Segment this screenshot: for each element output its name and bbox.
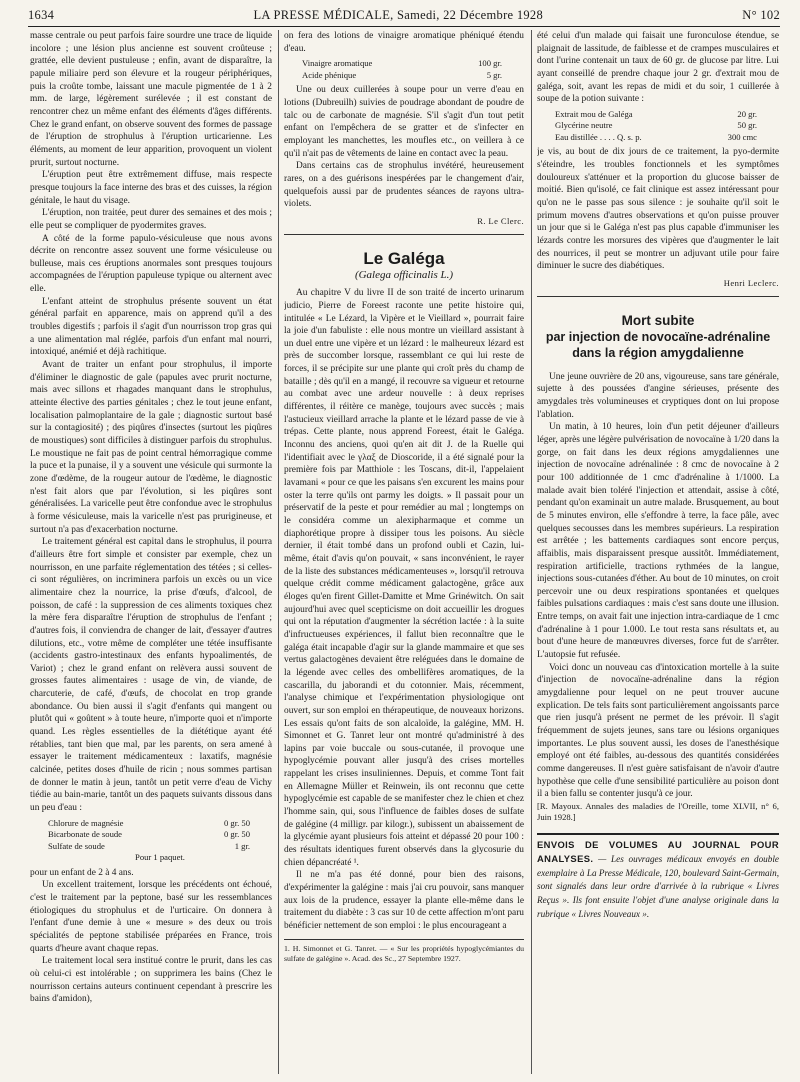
- article-subtitle: (Galega officinalis L.): [354, 268, 454, 281]
- article-title-line: par injection de novocaïne-adrénaline: [545, 329, 771, 344]
- article-title: [537, 313, 779, 361]
- paragraph: été celui d'un malade qui faisait une furonculose étendue, se plaignait de lassitude, de faiblesse et de crampes musculaires et dont l'urine contenait un taux de 60 gr. de glucose par litre. Lui ayant conseillé de prendre chaque jour 2 gr. d'extrait mou de galéga, soit, avant les repas de midi et du soir, 1 cuillerée à soupe de la potion suivante :: [537, 31, 779, 105]
- article-title: Le Galéga: [363, 248, 445, 268]
- journal-title: LA PRESSE MÉDICALE, Samedi, 22 Décembre 1928: [253, 7, 544, 22]
- formula-row: Acide phénique 5 gr.: [302, 69, 502, 80]
- notice-box: [537, 833, 779, 921]
- formula-note: Pour 1 paquet.: [135, 852, 185, 863]
- formula-row: Vinaigre aromatique 100 gr.: [302, 58, 502, 69]
- paragraph: Voici donc un nouveau cas d'intoxication mortelle à la suite d'injection de novocaïne-adrénaline dans la région amygdalienne pour lequel on ne peut trouver aucune explication. De tels faits sont particulièrement angoissants parce que rien jusqu'à présent ne permet de les prévoir. Il s'agit fréquemment de sujets jeunes, sans tare ou lésions organiques importantes. Le plus souvent aussi, les doses de l'anesthésique employé ont été faibles, au-dessous des quantités considérées comme dangereuses. Il n'est guère satisfaisant de n'avoir d'autre hypothèse que celle d'une sensibilité particulière au poison dont il a bien fallu se contenter jusqu'à ce jour.: [537, 662, 779, 800]
- paragraph: A côté de la forme papulo-vésiculeuse que nous avons décrite on rencontre assez souvent une forme vésiculeuse ou bulleuse, mais ces éruptions anormales sont presques toujours accompagnées de l'éruption papuleuse typique ou alternent avec elle.: [30, 233, 272, 295]
- article-title-line: dans la région amygdalienne: [572, 345, 744, 360]
- paragraph: pour un enfant de 2 à 4 ans.: [30, 867, 134, 878]
- notice-body: — Les ouvrages médicaux envoyés en double exemplaire à La Presse Médicale, 120, boulevard Saint-Germain, sont signalés dans leur ordre d'arrivée à la rubrique « Livres Reçus ». Ils font ensuite l'objet d'une analyse originale dans la rubrique « Livres Nouveaux ».: [537, 854, 779, 919]
- prescription-formula: [48, 818, 272, 864]
- prescription-formula: [555, 109, 779, 144]
- notice-title: ENVOIS DE VOLUMES AU JOURNAL POUR ANALYSES.: [537, 839, 779, 865]
- article-title-line: Mort subite: [621, 312, 695, 328]
- paragraph: masse centrale ou peut parfois faire sourdre une trace de liquide incolore ; une lésion plus ancienne est souvent croûteuse ; grattée, elle devient pustuleuse ; enfin, avant de disparaître, la papule miliaire perd son élevure et la rougeur périphériques, puis la croûte tombe, laissant une macule pigmentée de 1 à 2 mm. de large, légèrement surélevée ; il est constant de rencontrer chez un même enfant des éléments d'âges différents. Chez le grand enfant, on observe souvent des formes de passage de l'éruption de strophulus à l'éruption urticarienne. Les éléments, au moment de leur apparition, provoquent un violent prurit, surtout nocturne.: [30, 31, 272, 168]
- paragraph: Le traitement général est capital dans le strophulus, il pourra d'ailleurs être fort simple et consister par exemple, chez un nourrisson, en une parfaite réglementation des tétées ; si celles-ci sont régulières, on incriminera parfois un excès ou un vice alimentaire chez la nourrice, la prise d'œufs, d'alcool, de poisson, de café : la suppression de ces aliments toxiques chez la mère fera disparaître l'éruption de strophulus de l'enfant ; d'autres fois, il conviendra de changer de lait, d'essayer d'autres dilutions, etc., votre même de compléter une tétée insuffisante (accidents gastro-intestinaux des enfants hypoalimentés, de Variot) ; chez le grand enfant on relèvera aussi souvent de grosses fautes alimentaires : usage de vin, de viande, de charcuterie, de café, d'œufs, de chocolat en trop grande abondance. Ou bien aussi il s'agit d'enfants qui mangent ou plutôt qui « goûtent » à toute heure, n'importe quoi et n'importe quand. Les règles essentielles de la diététique ayant été rétablies, tant bien que mal, par les parents, on sera amené à essayer le traitement médicamenteux : laxatifs, magnésie calcinée, petites doses d'huile de ricin ; nous sommes partisan de donner le matin à jeun, tantôt un petit verre d'eau de Vichy tiédie au bain-marie, tantôt un des paquets suivants dissous dans un peu d'eau :: [30, 537, 272, 814]
- formula-row: Bicarbonate de soude 0 gr. 50: [48, 829, 250, 840]
- prescription-formula: [302, 58, 524, 81]
- paragraph: Avant de traiter un enfant pour strophulus, il importe d'éliminer le diagnostic de gale (papules avec prurit nocturne, mais avec sillons et rhagades manquant dans le strophulus, atteinte élective des parties génitales ; chez le tout jeune enfant, localisation palmoplantaire de la gale ; diagnostic surtout basé sur la contagiosité) ; des piqûres d'insectes (surtout les piqûres de moustiques) sont difficiles à distinguer parfois du strophulus. Le moustique ne fait pas de point central hémorragique comme la puce et la punaise, il y a souvent une vésicule qui surmonte la zone d'œdème, de la rougeur autour de l'œdème, le diagnostic n'est fait alors que par l'évolution, si les piqûres sont généralisées. La varicelle peut être confondue avec le strophulus à forme vésiculeuse, mais la varicelle n'est pas prurigineuse, et surtout n'a pas d'exacerbation nocturne.: [30, 360, 272, 535]
- reference: [R. Mayoux. Annales des maladies de l'Oreille, tome XLVII, n° 6, Juin 1928.]: [537, 800, 779, 823]
- formula-row: Sulfate de soude 1 gr.: [48, 840, 250, 851]
- paragraph: Il ne m'a pas été donné, pour bien des raisons, d'expérimenter la galégine : mais j'ai cru pouvoir, sans manquer aux lois de la prudence, essayer la plante elle-même dans le traitement du diabète : 3 cas sur 10 de cette affection m'ont paru bénéficier nettement de son emploi : le plus encourageant a: [284, 870, 524, 931]
- author-signature: Henri Leclerc.: [723, 278, 779, 288]
- column-1: [30, 30, 272, 1074]
- issue-number: N° 102: [742, 7, 780, 22]
- divider: [284, 234, 524, 235]
- formula-row: Chlorure de magnésie 0 gr. 50: [48, 817, 250, 828]
- paragraph: Une ou deux cuillerées à soupe pour un verre d'eau en lotions (Dubreuilh) suivies de poudrage abondant de poudre de talc ou de carbonate de magnésie. S'il s'agit d'un tout petit enfant on l'empêchera de se gratter et de s'infecter en employant les manchettes, les moufles etc., on veillera à ce qu'il n'ait pas de vêtements de laine en contact avec la peau.: [284, 85, 524, 159]
- paragraph: Un excellent traitement, lorsque les précédents ont échoué, c'est le traitement par la peptone, basé sur les ressemblances étiologiques du strophulus et de l'urticaire. On donnera à l'enfant d'une demie à une « mesure » des deux ou trois spécialités de peptone stabilisée préparées en France, trois quarts d'heure avant chaque repas.: [30, 880, 272, 954]
- page-number: 1634: [28, 7, 55, 22]
- author-signature: R. Le Clerc.: [477, 215, 524, 226]
- paragraph: je vis, au bout de dix jours de ce traitement, la pyo-dermite s'éteindre, les troubles fonctionnels et les symptômes douloureux s'atténuer et la proportion du glucose baisser de moitié. Bien qu'isolé, ce fait clinique est assez intéressant pour qu'on ne le passe pas sous silence : je souhaite qu'il soit le primum movens d'autres observations et qu'on puisse prouver un jour que si le Galéga n'est pas plus capable d'immuniser les lézards contre les morsures des vipères que d'augmenter le lait des nourrices, il peut se montrer un adjuvant utile pour faire diminuer le sucre des diabétiques.: [537, 147, 779, 272]
- paragraph: L'enfant atteint de strophulus présente souvent un état général parfait en apparence, mais on apprend qu'il a des troubles digestifs ; parfois il s'agit d'un nourrisson trop gras qui a une alimentation mal réglée, parfois d'un enfant mal nourri, intoxiqué, anémié et déjà rachitique.: [30, 296, 272, 358]
- column-rule-1: [278, 30, 279, 1074]
- footnote: 1. H. Simonnet et G. Tanret. — « Sur les propriétés hypoglycémiantes du sulfate de galégine ». Acad. des Sc., 27 Septembre 1927.: [284, 939, 524, 964]
- paragraph: Une jeune ouvrière de 20 ans, vigoureuse, sans tare générale, sujette à des poussées d'angine sérieuses, présente des amygdales très volumineuses et cryptiques dont on lui propose l'ablation.: [537, 371, 779, 420]
- paragraph: Un matin, à 10 heures, loin d'un petit déjeuner d'ailleurs léger, après une légère pulvérisation de novocaïne à 1/20 dans la gorge, on fait dans les deux régions amygdaliennes une injection de novocaïne adrénalinée : 8 cmc de novocaïne à 2 pour 100 additionnée de 1 cmc d'adrénaline à 1/1000. La malade avait bien toléré l'injection et attendait, assise à côté, pendant qu'on examinait un autre malade. Brusquement, au bout de 5 minutes environ, elle s'effondre à terre, la face pâle, avec quelques secousses dans les membres supérieurs. La respiration est arrêtée ; les battements cardiaques sont encore perçus, affaiblis, mais disparaissent presque aussitôt. Immédiatement, respiration artificielle, tractions rythmées de la langue, injections sous-cutanées d'éther. Au bout de 10 minutes, on croit percevoir une ou deux respirations spontanées et quelques faibles pulsations cardiaques : mais c'est sans doute une illusion. Entre temps, on avait fait une injection intra-cardiaque de 1 cmc d'adrénaline à 1 pour 1.000. Le tout resta sans résultats et, au bout d'une heure de manœuvres diverses, force fut de s'arrêter. L'autopsie fut refusée.: [537, 422, 779, 661]
- paragraph: on fera des lotions de vinaigre aromatique phéniqué étendu d'eau.: [284, 31, 524, 54]
- paragraph: L'éruption peut être extrêmement diffuse, mais respecte presque toujours la face interne des bras et des cuisses, la région génitale, le haut du visage.: [30, 170, 272, 206]
- formula-row: Extrait mou de Galéga 20 gr.: [555, 108, 757, 119]
- paragraph: L'éruption, non traitée, peut durer des semaines et des mois ; elle peut se compliquer de pyodermites graves.: [30, 208, 272, 231]
- paragraph: Dans certains cas de strophulus invétéré, heureusement rares, on a des guérisons inespérées par le changement d'air, quelquefois aussi par de prudentes séances de rayons ultra-violets.: [284, 161, 524, 210]
- column-rule-2: [531, 30, 532, 1074]
- page-header: [28, 4, 780, 27]
- formula-row: Eau distillée . . . . Q. s. p. 300 cmc: [555, 131, 757, 142]
- paragraph: Le traitement local sera institué contre le prurit, dans les cas où celui-ci est intolérable ; on supprimera les bains (Chez le nourrisson certains auteurs continuent cependant à prescrire les bains d'amidon),: [30, 956, 272, 1005]
- column-3: [537, 30, 779, 1074]
- formula-row: Glycérine neutre 50 gr.: [555, 120, 757, 131]
- paragraph: Au chapitre V du livre II de son traité de incerto urinarum judicio, Pierre de Foreest raconte une petite histoire qui, intitulée « Le Lézard, la Vipère et le Vieillard », pourrait faire la joie d'un fabuliste : elle nous montre un vieillard assistant à un duel entre une vipère et un lézard : le malheureux lézard est près de succomber lorsque, rassemblant ce qui lui reste de forces, il se précipite sur une plante qui croît près du champ de bataille ; dès qu'il en a mangé, il recouvre sa vigueur et retourne au combat avec une ardeur nouvelle : à deux reprises différentes, il réitère ce manège, toujours avec succès ; mais l'astucieux vieillard arrache la plante et le lézard passe de vie à trépas. Cette plante, nous apprend Foreest, était le Galéga. Inconnu des anciens, quoi qu'en ait dit J. de la Ruelle qui l'identifiait avec le γλαξ de Dioscoride, il a été signalé pour la première fois par Matthiole : les Toscans, dit-il, l'appelaient lavamani « pour ce que les paisans s'en excurent les mains pour oster la terre qu'ils ont parmy les doigts. » Il passait pour un préservatif de la peste et pour remédier au mal ; longtemps on le considéra comme un alexipharmaque et comme un diaphorétique propre à dissiper tous les poisons. Au siècle dernier, il était tombé dans un profond oubli et Cazin, lui-même, était d'avis qu'on pouvait, « sans inconvénient, le rayer de la liste des substances médicamenteuses », lorsqu'il retrouva quelque crédit comme médicament galactogène, grâce aux éloges qu'en firent Gillet-Damitte et Mme Grinéwitch. On sait aujourd'hui avec quel scepticisme on doit accueillir les drogues qui ont la réputation d'augmenter la sécrétion lactée : à la suite d'infructueuses expériences, il fallut bien reconnaître que le galéga était incapable d'agir sur la glande mammaire et que ses vertus galactogènes devaient être reléguées dans le domaine de la légende avec celles des ombellifères aromatiques, de la cascarilla, du jaborandi et du cotonnier. Mais, récemment, l'analyse chimique et l'expérimentation physiologique ont ouvert, sur son emploi en thérapeutique, de nouveaux horizons. Les essais qu'ont faits de son alcaloïde, la galégine, MM. H. Simonnet et G. Tanret leur ont montré qu'administré à des lapins par voie buccale ou sous-cutanée, il provoque une hypoglycémie pouvant aller jusqu'à des crises mortelles rappelant les crises insuliniennes. Depuis, et comme Tont fait en Allemagne Müller et Reinwein, ils ont reconnu que cette hypoglycémie est capable de se manifester chez le chien et chez l'homme sain, qui, sous l'influence de faibles doses de sulfate de galégine (4 milligr. par kilogr.), subissent un abaissement de la glycémie ayant plusieurs fois atteint et dépassé 20 pour 100 : des résultats identiques furent observés dans la glycosurie du chien dépancréaté ¹.: [284, 288, 524, 868]
- divider: [537, 296, 779, 297]
- column-2: [284, 30, 524, 1074]
